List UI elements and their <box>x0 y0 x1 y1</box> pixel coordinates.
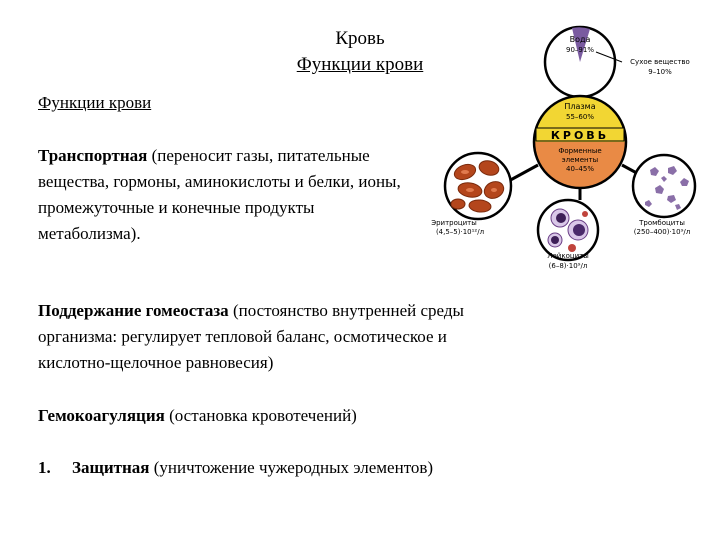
leukocytes-label: Лейкоциты <box>547 252 589 260</box>
erythrocytes-label: Эритроциты <box>431 219 477 227</box>
function-title: Гемокоагуляция <box>38 406 165 425</box>
formed-label-2: элементы <box>561 156 599 164</box>
blood-center-circle <box>534 96 626 188</box>
function-title: Поддержание гомеостаза <box>38 301 229 320</box>
section-heading: Функции крови <box>38 93 152 112</box>
platelets-value: (250–400)·10⁹/л <box>633 228 691 236</box>
leukocytes-value: (6–8)·10⁹/л <box>548 262 588 270</box>
list-number: 1. <box>38 458 51 477</box>
erythrocytes-value: (4,5–5)·10¹²/л <box>435 228 485 236</box>
platelets-label: Тромбоциты <box>639 219 685 227</box>
dry-matter-value: 9–10% <box>648 68 672 76</box>
function-description: (постоянство внутренней среды организма: регулирует тепловой баланс, осмотическое и кислотно-щелочное равновесия) <box>38 301 464 372</box>
plasma-label: Плазма <box>564 102 596 111</box>
page-subtitle: Функции крови <box>296 54 424 75</box>
function-title: Транспортная <box>38 146 148 165</box>
erythrocytes-circle <box>431 153 511 236</box>
blood-label: КРОВЬ <box>550 129 610 142</box>
water-label: Вода <box>569 35 591 44</box>
function-description: (остановка кровотечений) <box>164 406 357 425</box>
page-title: Кровь <box>335 28 385 49</box>
water-value: 90–91% <box>566 46 594 54</box>
leukocytes-circle <box>538 200 598 270</box>
function-description: (уничтожение чужеродных элементов) <box>149 458 434 477</box>
plasma-value: 55–60% <box>566 113 594 121</box>
function-title: Защитная <box>72 458 150 477</box>
formed-value: 40–45% <box>566 165 594 173</box>
platelets-circle <box>633 155 695 236</box>
formed-label-1: Форменные <box>558 147 602 155</box>
dry-matter-label: Сухое вещество <box>630 58 690 66</box>
function-description: (переносит газы, питательные вещества, гормоны, аминокислоты и белки, ионы, промежуточные и конечные продукты метаболизма). <box>38 146 401 243</box>
water-dry-pie <box>545 27 690 97</box>
